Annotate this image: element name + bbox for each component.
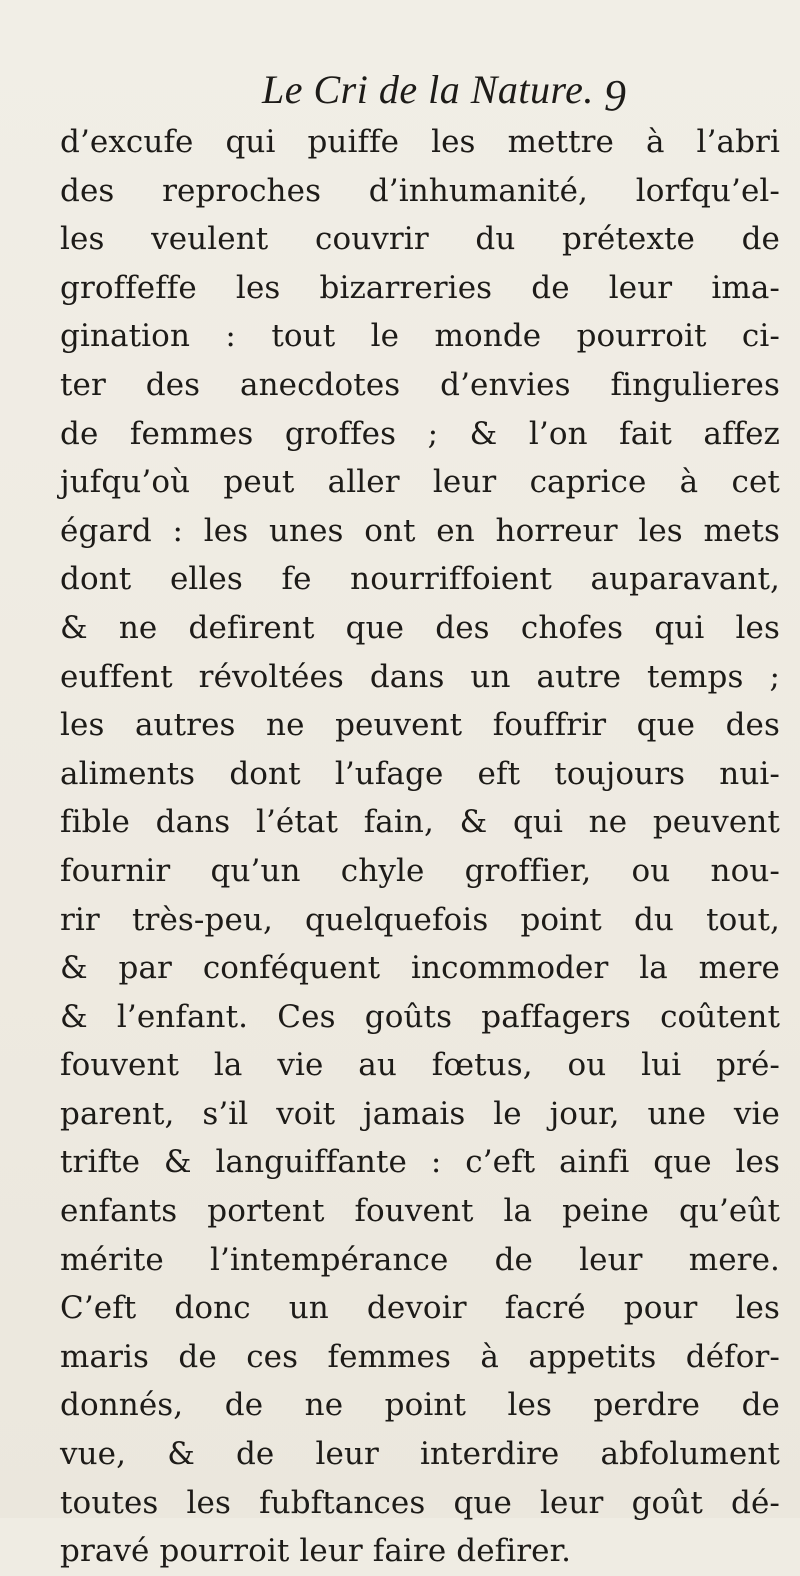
text-line: les autres ne peuvent fouffrir que des — [60, 707, 780, 744]
text-line: de femmes groffes ; & l’on fait affez — [60, 415, 780, 452]
running-title: Le Cri de la Nature. — [262, 67, 594, 112]
text-line: fible dans l’état fain, & qui ne peuvent — [60, 804, 780, 841]
text-line: vue, & de leur interdire abfolument — [60, 1436, 780, 1473]
text-line: les veulent couvrir du prétexte de — [60, 221, 780, 258]
text-line: mérite l’intempérance de leur mere. — [60, 1241, 780, 1278]
text-line: pravé pourroit leur faire defirer. — [60, 1533, 572, 1570]
text-line: jufqu’où peut aller leur caprice à cet — [60, 464, 780, 501]
text-line: des reproches d’inhumanité, lorfqu’el- — [60, 172, 780, 209]
text-line: donnés, de ne point les perdre de — [60, 1387, 780, 1424]
text-line: enfants portent fouvent la peine qu’eût — [60, 1193, 780, 1230]
text-line: trifte & languiffante : c’eft ainfi que les — [60, 1144, 780, 1181]
text-line: fouvent la vie au fœtus, ou lui pré- — [60, 1047, 780, 1084]
text-line: euffent révoltées dans un autre temps ; — [60, 658, 780, 695]
text-line: dont elles fe nourriffoient auparavant, — [60, 561, 780, 598]
text-line: C’eft donc un devoir facré pour les — [60, 1290, 780, 1327]
text-line: aliments dont l’ufage eft toujours nui- — [60, 755, 780, 792]
text-line: & par conféquent incommoder la mere — [60, 950, 780, 987]
text-line: fournir qu’un chyle groffier, ou nou- — [60, 852, 780, 889]
running-head — [0, 66, 800, 120]
text-line: parent, s’il voit jamais le jour, une vie — [60, 1095, 780, 1132]
text-line: rir très-peu, quelquefois point du tout, — [60, 901, 780, 938]
text-line: & ne defirent que des chofes qui les — [60, 609, 780, 646]
body-text — [60, 118, 780, 1576]
page-number: 9 — [604, 71, 626, 120]
text-line: toutes les fubftances que leur goût dé- — [60, 1484, 780, 1521]
text-line: d’excufe qui puiffe les mettre à l’abri — [60, 124, 780, 160]
text-line: ter des anecdotes d’envies fingulieres — [60, 366, 780, 403]
text-line: groffeffe les bizarreries de leur ima- — [60, 269, 780, 306]
text-line: gination : tout le monde pourroit ci- — [60, 318, 780, 355]
text-line: & l’enfant. Ces goûts paffagers coûtent — [60, 998, 780, 1035]
text-line: égard : les unes ont en horreur les mets — [60, 512, 780, 549]
text-line: maris de ces femmes à appetits défor- — [60, 1338, 780, 1375]
